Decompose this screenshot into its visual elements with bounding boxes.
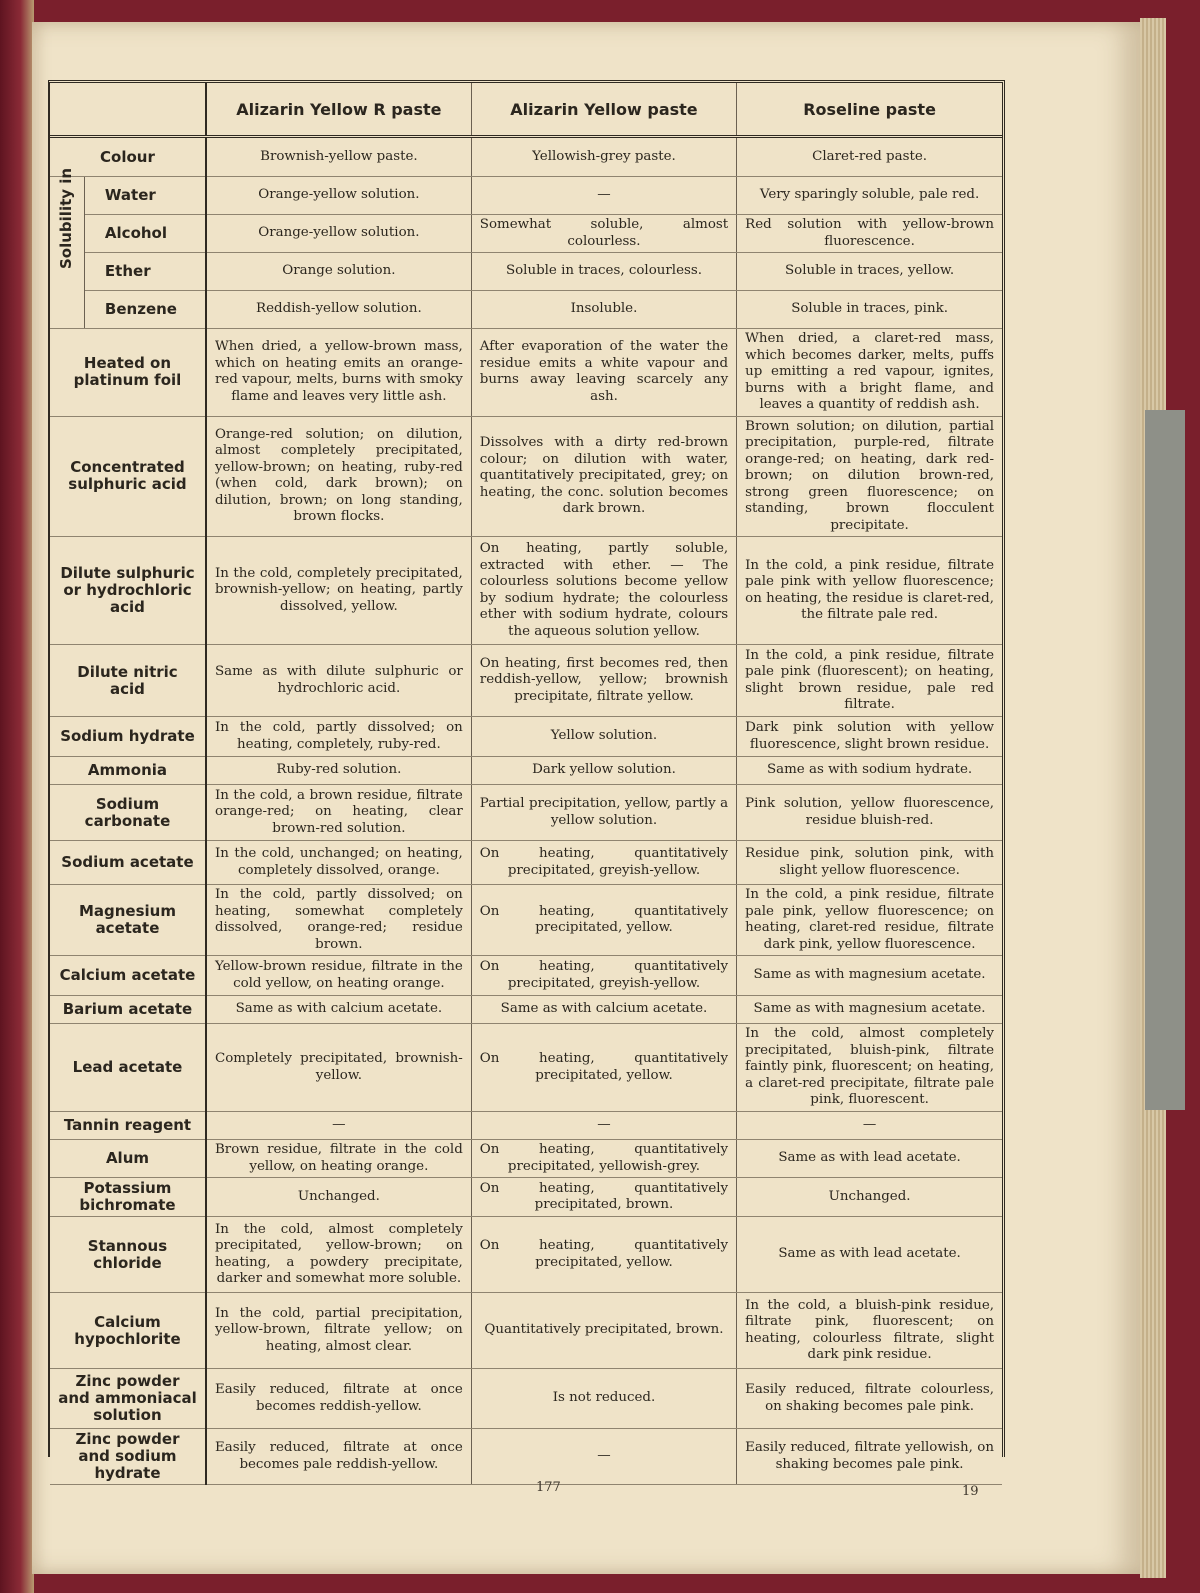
- cell: Somewhat soluble, almost colourless.: [471, 215, 736, 253]
- table-row: [50, 996, 1002, 1024]
- cell: Same as with calcium acetate.: [471, 996, 736, 1024]
- header-roseline: Roseline paste: [737, 83, 1002, 137]
- cell: Same as with lead acetate.: [737, 1217, 1002, 1293]
- cell: Red solution with yellow-brown fluorescence.: [737, 215, 1002, 253]
- row-label: Dilute nitric acid: [50, 645, 206, 717]
- cell: In the cold, partly dissolved; on heating, somewhat completely dissolved, orange-red; residue brown.: [206, 885, 471, 956]
- cell: In the cold, a brown residue, filtrate orange-red; on heating, clear brown-red solution.: [206, 785, 471, 841]
- cell: Yellow-brown residue, filtrate in the cold yellow, on heating orange.: [206, 956, 471, 996]
- cell: —: [471, 1429, 736, 1485]
- cell: Brown solution; on dilution, partial precipitation, purple-red, filtrate orange-red; on heating, dark red-brown; on dilution brown-red, strong green fluorescence; on standing, brown flocculent precipitate.: [737, 416, 1002, 537]
- binding-clip: [1145, 410, 1185, 1110]
- cell: On heating, quantitatively precipitated, brown.: [471, 1178, 736, 1217]
- cell: Pink solution, yellow fluorescence, residue bluish-red.: [737, 785, 1002, 841]
- table-row: [50, 1429, 1002, 1485]
- cell: Dissolves with a dirty red-brown colour; on dilution with water, quantitatively precipitated, grey; on heating, the conc. solution becomes dark brown.: [471, 416, 736, 537]
- row-label-water: Water: [84, 177, 206, 215]
- row-label: Sodium hydrate: [50, 717, 206, 757]
- table-row: [50, 291, 1002, 329]
- header-alizarin-yellow: Alizarin Yellow paste: [471, 83, 736, 137]
- cell: In the cold, a pink residue, filtrate pale pink (fluorescent); on heating, slight brown residue, pale red filtrate.: [737, 645, 1002, 717]
- table-row: [50, 645, 1002, 717]
- cell: In the cold, partial precipitation, yellow-brown, filtrate yellow; on heating, almost clear.: [206, 1293, 471, 1369]
- cell: On heating, quantitatively precipitated, yellowish-grey.: [471, 1140, 736, 1178]
- cell: After evaporation of the water the residue emits a white vapour and burns away leaving scarcely any ash.: [471, 329, 736, 417]
- row-label: Heated on platinum foil: [50, 329, 206, 417]
- cell: Soluble in traces, pink.: [737, 291, 1002, 329]
- table-row: [50, 416, 1002, 537]
- cell: Same as with lead acetate.: [737, 1140, 1002, 1178]
- cell: In the cold, a bluish-pink residue, filtrate pink, fluorescent; on heating, colourless filtrate, slight dark pink residue.: [737, 1293, 1002, 1369]
- row-label: Zinc powder and sodium hydrate: [50, 1429, 206, 1485]
- cell: Quantitatively precipitated, brown.: [471, 1293, 736, 1369]
- cell: In the cold, a pink residue, filtrate pale pink, yellow fluorescence; on heating, claret-red residue, filtrate dark pink, yellow fluorescence.: [737, 885, 1002, 956]
- cell: —: [471, 177, 736, 215]
- table-row: [50, 1293, 1002, 1369]
- row-label: Potassium bichromate: [50, 1178, 206, 1217]
- cell: Same as with sodium hydrate.: [737, 757, 1002, 785]
- dye-reactions-table: [48, 80, 1005, 1482]
- cell: Dark pink solution with yellow fluorescence, slight brown residue.: [737, 717, 1002, 757]
- cell: When dried, a claret-red mass, which becomes darker, melts, puffs up emitting a red vapour, ignites, burns with a bright flame, and leaves a quantity of reddish ash.: [737, 329, 1002, 417]
- cell: Partial precipitation, yellow, partly a yellow solution.: [471, 785, 736, 841]
- cell: Claret-red paste.: [737, 137, 1002, 177]
- cell: Yellow solution.: [471, 717, 736, 757]
- table-row: [50, 841, 1002, 885]
- cell: Same as with magnesium acetate.: [737, 956, 1002, 996]
- row-label: Dilute sulphuric or hydrochloric acid: [50, 537, 206, 645]
- table-row: [50, 215, 1002, 253]
- cell: Yellowish-grey paste.: [471, 137, 736, 177]
- table-row: [50, 717, 1002, 757]
- row-label: Zinc powder and ammoniacal solution: [50, 1369, 206, 1429]
- cell: In the cold, almost completely precipitated, bluish-pink, filtrate faintly pink, fluorescent; on heating, a claret-red precipitate, filtrate pale pink, fluorescent.: [737, 1024, 1002, 1112]
- cell: Very sparingly soluble, pale red.: [737, 177, 1002, 215]
- cell: In the cold, almost completely precipitated, yellow-brown; on heating, a powdery precipitate, darker and somewhat more soluble.: [206, 1217, 471, 1293]
- table-row: [50, 253, 1002, 291]
- table-row: [50, 537, 1002, 645]
- header-row: [50, 83, 1002, 137]
- table-row: [50, 1112, 1002, 1140]
- table-row: [50, 885, 1002, 956]
- cell: On heating, quantitatively precipitated, yellow.: [471, 885, 736, 956]
- cell: On heating, quantitatively precipitated, greyish-yellow.: [471, 841, 736, 885]
- cell: Residue pink, solution pink, with slight yellow fluorescence.: [737, 841, 1002, 885]
- cell: Same as with dilute sulphuric or hydrochloric acid.: [206, 645, 471, 717]
- row-label: Calcium hypochlorite: [50, 1293, 206, 1369]
- cell: Dark yellow solution.: [471, 757, 736, 785]
- cell: On heating, quantitatively precipitated, greyish-yellow.: [471, 956, 736, 996]
- cell: Completely precipitated, brownish-yellow.: [206, 1024, 471, 1112]
- cell: In the cold, partly dissolved; on heating, completely, ruby-red.: [206, 717, 471, 757]
- cell: On heating, quantitatively precipitated, yellow.: [471, 1217, 736, 1293]
- cell: Orange-yellow solution.: [206, 215, 471, 253]
- cell: Brownish-yellow paste.: [206, 137, 471, 177]
- table-row: [50, 177, 1002, 215]
- cell: In the cold, completely precipitated, brownish-yellow; on heating, partly dissolved, yellow.: [206, 537, 471, 645]
- cell: On heating, partly soluble, extracted with ether. — The colourless solutions become yellow by sodium hydrate; the colourless ether with sodium hydrate, colours the aqueous solution yellow.: [471, 537, 736, 645]
- table-row: [50, 137, 1002, 177]
- row-label: Lead acetate: [50, 1024, 206, 1112]
- header-alizarin-yellow-r: Alizarin Yellow R paste: [206, 83, 471, 137]
- solubility-group-label: Solubility in: [50, 177, 84, 329]
- cell: On heating, first becomes red, then reddish-yellow, yellow; brownish precipitate, filtrate yellow.: [471, 645, 736, 717]
- signature-mark: 19: [962, 1484, 979, 1499]
- row-label-benzene: Benzene: [84, 291, 206, 329]
- row-label: Calcium acetate: [50, 956, 206, 996]
- cell: —: [737, 1112, 1002, 1140]
- cell: Unchanged.: [737, 1178, 1002, 1217]
- cell: When dried, a yellow-brown mass, which on heating emits an orange-red vapour, melts, burns with smoky flame and leaves very little ash.: [206, 329, 471, 417]
- cell: Is not reduced.: [471, 1369, 736, 1429]
- table-row: [50, 329, 1002, 417]
- cell: Soluble in traces, yellow.: [737, 253, 1002, 291]
- table-row: [50, 1024, 1002, 1112]
- row-label: Ammonia: [50, 757, 206, 785]
- cell: On heating, quantitatively precipitated, yellow.: [471, 1024, 736, 1112]
- row-label-colour: Colour: [50, 137, 206, 177]
- cell: Unchanged.: [206, 1178, 471, 1217]
- row-label: Barium acetate: [50, 996, 206, 1024]
- cell: Orange-red solution; on dilution, almost completely precipitated, yellow-brown; on heating, ruby-red (when cold, dark brown); on dilution, brown; on long standing, brown flocks.: [206, 416, 471, 537]
- row-label: Tannin reagent: [50, 1112, 206, 1140]
- cell: Soluble in traces, colourless.: [471, 253, 736, 291]
- table-row: [50, 1217, 1002, 1293]
- row-label: Magnesium acetate: [50, 885, 206, 956]
- cell: Brown residue, filtrate in the cold yellow, on heating orange.: [206, 1140, 471, 1178]
- cell: Same as with magnesium acetate.: [737, 996, 1002, 1024]
- cell: In the cold, a pink residue, filtrate pale pink with yellow fluorescence; on heating, the residue is claret-red, the filtrate pale red.: [737, 537, 1002, 645]
- cell: Same as with calcium acetate.: [206, 996, 471, 1024]
- cell: Easily reduced, filtrate at once becomes reddish-yellow.: [206, 1369, 471, 1429]
- cell: Easily reduced, filtrate at once becomes pale reddish-yellow.: [206, 1429, 471, 1485]
- table-row: [50, 956, 1002, 996]
- table-row: [50, 1140, 1002, 1178]
- cell: Orange-yellow solution.: [206, 177, 471, 215]
- cell: Easily reduced, filtrate yellowish, on shaking becomes pale pink.: [737, 1429, 1002, 1485]
- row-label-ether: Ether: [84, 253, 206, 291]
- table-row: [50, 1178, 1002, 1217]
- row-label: Alum: [50, 1140, 206, 1178]
- cell: —: [206, 1112, 471, 1140]
- cell: Orange solution.: [206, 253, 471, 291]
- table-row: [50, 785, 1002, 841]
- cell: Ruby-red solution.: [206, 757, 471, 785]
- table-row: [50, 1369, 1002, 1429]
- row-label: Sodium carbonate: [50, 785, 206, 841]
- row-label: Sodium acetate: [50, 841, 206, 885]
- cell: Reddish-yellow solution.: [206, 291, 471, 329]
- cell: In the cold, unchanged; on heating, completely dissolved, orange.: [206, 841, 471, 885]
- book-cover-left: [0, 0, 34, 1593]
- row-label: Stannous chloride: [50, 1217, 206, 1293]
- header-corner: [50, 83, 206, 137]
- cell: —: [471, 1112, 736, 1140]
- cell: Easily reduced, filtrate colourless, on shaking becomes pale pink.: [737, 1369, 1002, 1429]
- page-number: 177: [536, 1480, 561, 1495]
- row-label-alcohol: Alcohol: [84, 215, 206, 253]
- cell: Insoluble.: [471, 291, 736, 329]
- table-row: [50, 757, 1002, 785]
- row-label: Concentrated sulphuric acid: [50, 416, 206, 537]
